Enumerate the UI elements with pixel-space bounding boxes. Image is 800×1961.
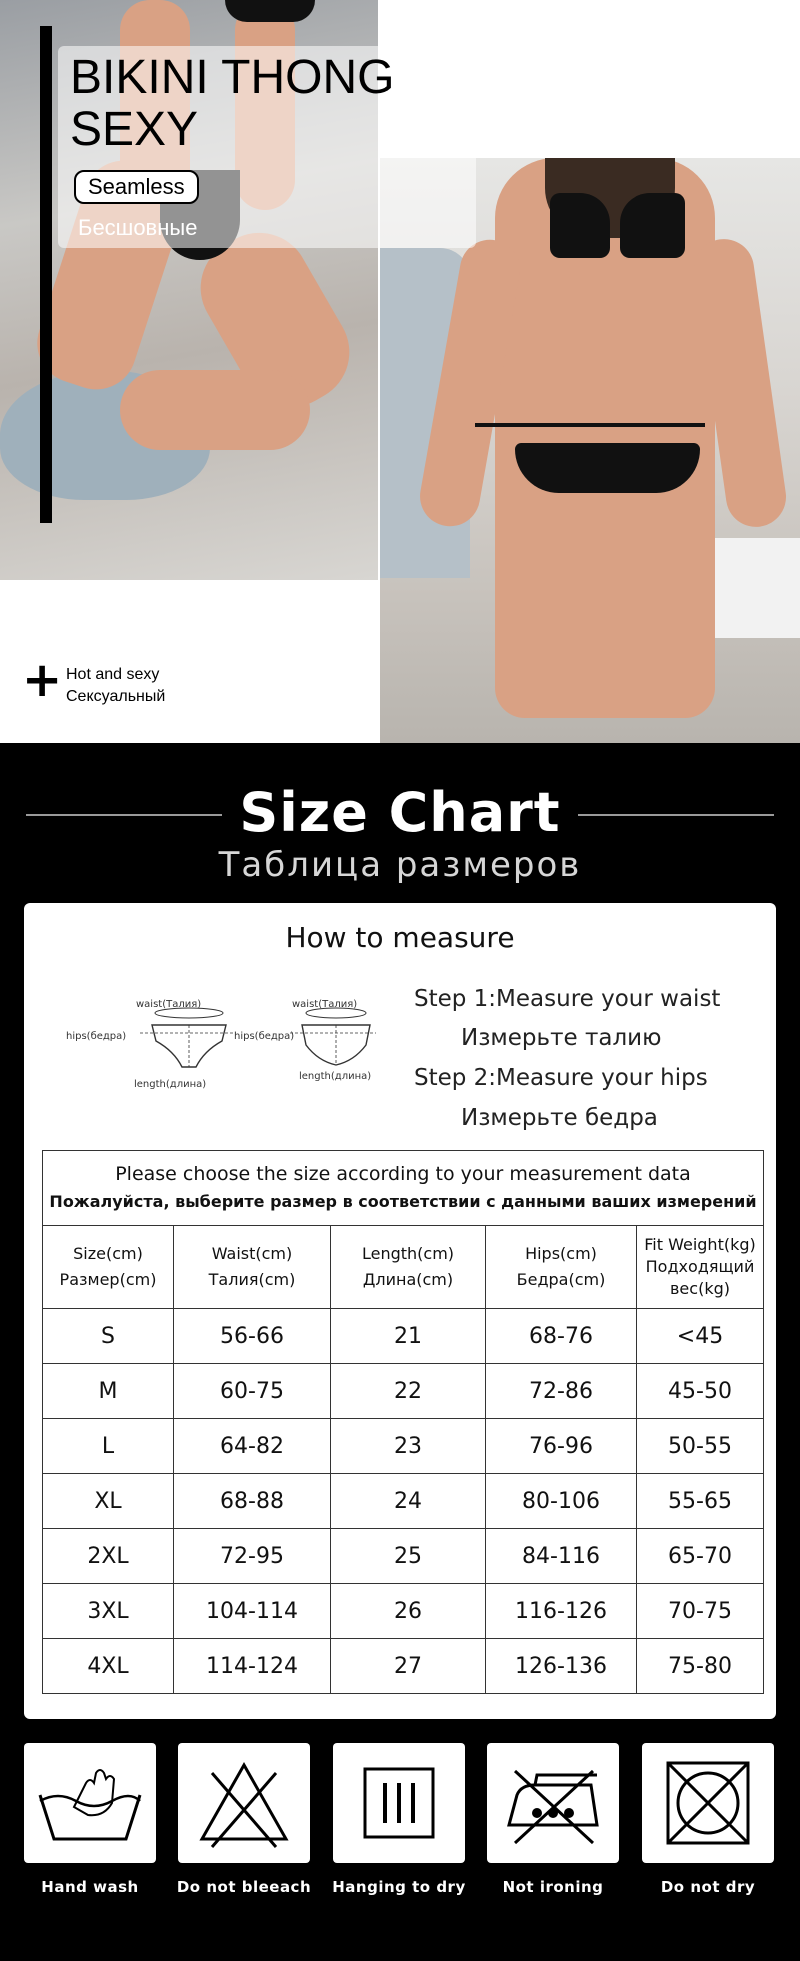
step-2-en: Step 2:Measure your hips: [414, 1065, 708, 1091]
size-chart-section: [0, 743, 800, 1961]
waist-label-1: waist(Талия): [136, 999, 202, 1010]
column-header-size: Size(cm) Размер(cm): [43, 1226, 174, 1309]
seamless-badge-ru: Бесшовные: [78, 215, 198, 240]
size-chart-title-ru: Таблица размеров: [218, 845, 582, 885]
care-label-no-bleach: Do not bleeach: [176, 1878, 312, 1896]
size-table: [42, 1150, 764, 1694]
care-label-no-dry: Do not dry: [660, 1878, 756, 1896]
length-label-1: length(длина): [134, 1079, 207, 1090]
feature-text-ru: Сексуальный: [66, 688, 166, 705]
size-note-en: Please choose the size according to your measurement data: [115, 1163, 691, 1185]
column-header-hips: Hips(cm) Бедра(cm): [486, 1226, 637, 1309]
size-note-ru: Пожалуйста, выберите размер в соответствии с данными ваших измерений: [49, 1192, 757, 1211]
brief-diagram-back: [290, 1008, 376, 1065]
table-row: S 56-66 21 68-76 <45: [43, 1309, 764, 1364]
size-note: [43, 1151, 764, 1226]
care-label-hand-wash: Hand wash: [41, 1878, 139, 1896]
product-title: [70, 52, 470, 156]
hips-label-2: hips(бедра): [234, 1031, 295, 1042]
waist-label-2: waist(Талия): [292, 999, 358, 1010]
table-row: 3XL 104-114 26 116-126 70-75: [43, 1584, 764, 1639]
feature-text-en: Hot and sexy: [66, 666, 160, 683]
care-item-no-bleach: [178, 1743, 310, 1863]
column-header-waist: Waist(cm) Талия(cm): [174, 1226, 331, 1309]
table-row: 2XL 72-95 25 84-116 65-70: [43, 1529, 764, 1584]
table-row: XL 68-88 24 80-106 55-65: [43, 1474, 764, 1529]
table-row: 4XL 114-124 27 126-136 75-80: [43, 1639, 764, 1694]
table-header-row: [43, 1226, 764, 1309]
care-item-hand-wash: [24, 1743, 156, 1863]
title-line-2: SEXY: [70, 103, 199, 156]
no-iron-icon: [487, 1743, 619, 1863]
hand-wash-icon: [24, 1743, 156, 1863]
care-item-no-dry: [642, 1743, 774, 1863]
measurement-panel: [24, 903, 776, 1719]
care-item-hang-dry: [333, 1743, 465, 1863]
size-chart-title: Size Chart: [239, 781, 561, 844]
column-header-weight: Fit Weight(kg) Подходящий вес(kg): [637, 1226, 764, 1309]
no-dry-icon: [642, 1743, 774, 1863]
seamless-badge: Seamless: [74, 170, 199, 204]
table-row: M 60-75 22 72-86 45-50: [43, 1364, 764, 1419]
title-line-1: BIKINI THONG: [70, 51, 395, 104]
step-1-ru: Измерьте талию: [461, 1025, 662, 1051]
care-item-no-iron: [487, 1743, 619, 1863]
step-1-en: Step 1:Measure your waist: [414, 986, 721, 1012]
size-note-row: [43, 1151, 764, 1226]
step-2-ru: Измерьте бедра: [461, 1105, 658, 1131]
care-label-hang-dry: Hanging to dry: [332, 1878, 466, 1896]
plus-icon: +: [22, 652, 63, 708]
hang-dry-icon: [333, 1743, 465, 1863]
length-label-2: length(длина): [299, 1071, 372, 1082]
no-bleach-icon: [178, 1743, 310, 1863]
column-header-length: Length(cm) Длина(cm): [331, 1226, 486, 1309]
brief-diagram-front: [140, 1008, 236, 1067]
hips-label-1: hips(бедра): [66, 1031, 127, 1042]
table-row: L 64-82 23 76-96 50-55: [43, 1419, 764, 1474]
accent-bar: [40, 26, 52, 523]
care-label-no-iron: Not ironing: [502, 1878, 604, 1896]
product-hero: [0, 0, 800, 743]
how-to-measure-heading: How to measure: [285, 921, 515, 954]
